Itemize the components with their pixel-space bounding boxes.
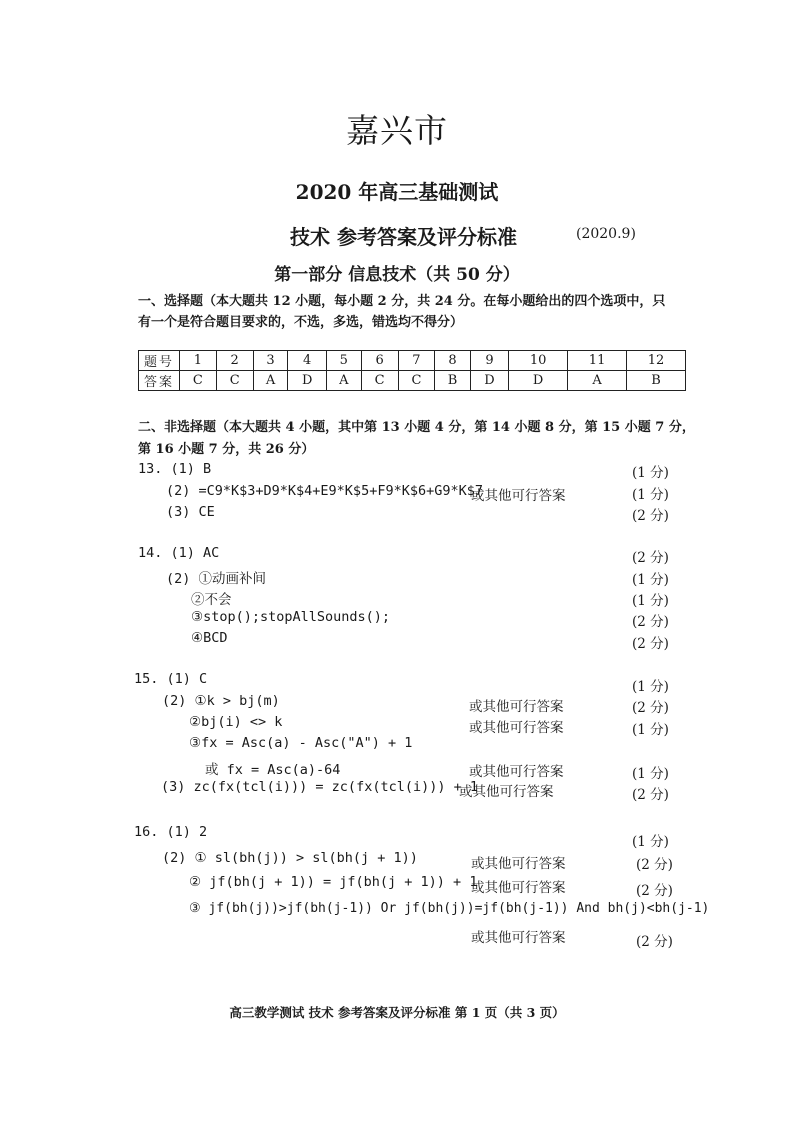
q15-part2: (2) ①k > bj(m) [162,693,280,709]
q16-score1: (1 分) [632,834,669,850]
q16-part3-alt: 或其他可行答案 [471,880,566,896]
q13-score1: (1 分) [632,465,669,481]
q14-part3: ②不会 [191,592,232,608]
q15-part3: ②bj(i) <> k [189,714,283,730]
q16-score2: (2 分) [636,857,673,873]
answer-cell: C [398,371,435,391]
part-heading: 第一部分 信息技术（共 50 分） [274,265,520,285]
q14-part2: (2) ①动画补间 [166,571,267,587]
exam-title: 2020 年高三基础测试 [295,180,499,204]
question-number-cell: 10 [509,351,568,371]
q13-part2-alt: 或其他可行答案 [471,488,566,504]
q15-score4: (1 分) [632,766,669,782]
answer-cell: C [361,371,398,391]
section2-instructions-line2: 第 16 小题 7 分，共 26 分） [138,442,315,457]
answer-key-title: 技术 参考答案及评分标准 [290,225,517,249]
q16-part3: ② jf(bh(j + 1)) = jf(bh(j + 1)) + 1 [189,874,478,890]
q15-score2: (2 分) [632,700,669,716]
q14-score4: (2 分) [632,614,669,630]
question-number-cell: 5 [326,351,361,371]
q15-score5: (2 分) [632,787,669,803]
q15-part3-alt: 或其他可行答案 [469,720,564,736]
q14-score3: (1 分) [632,593,669,609]
question-number-cell: 1 [180,351,217,371]
q16-part2-alt: 或其他可行答案 [471,856,566,872]
question-number-cell: 8 [435,351,470,371]
answer-cell: A [326,371,361,391]
q14-score1: (2 分) [632,550,669,566]
section1-instructions-line2: 有一个是符合题目要求的，不选，多选，错选均不得分） [138,315,464,330]
q16-part2: (2) ① sl(bh(j)) > sl(bh(j + 1)) [162,850,418,866]
question-number-cell: 11 [568,351,627,371]
answer-cell: C [180,371,217,391]
q14-part5: ④BCD [191,630,228,646]
question-number-cell: 7 [398,351,435,371]
q15-part5: (3) zc(fx(tcl(i))) = zc(fx(tcl(i))) + 1 [161,779,478,795]
q15-part2-alt: 或其他可行答案 [469,699,564,715]
answer-cell: A [568,371,627,391]
q15-part4-alternative: 或 fx = Asc(a)-64 [205,762,341,778]
q15-part4-alt: 或其他可行答案 [469,764,564,780]
q15-part1: 15. (1) C [134,671,208,687]
answer-cell: B [627,371,686,391]
q14-part4: ③stop();stopAllSounds(); [191,609,391,625]
table-row-question-numbers [139,351,686,371]
q16-score3: (2 分) [636,883,673,899]
q13-part3: (3) CE [166,504,215,520]
row-label-answer: 答案 [139,371,180,391]
q14-score5: (2 分) [632,636,669,652]
q13-score2: (1 分) [632,487,669,503]
q16-part1: 16. (1) 2 [134,824,208,840]
q15-score3: (1 分) [632,722,669,738]
answer-cell: D [509,371,568,391]
question-number-cell: 2 [216,351,253,371]
q13-part2: (2) =C9*K$3+D9*K$4+E9*K$5+F9*K$6+G9*K$7 [166,483,483,499]
document-city-title: 嘉兴市 [346,111,448,150]
answer-cell: A [253,371,288,391]
page-footer: 高三教学测试 技术 参考答案及评分标准 第 1 页（共 3 页） [229,1005,565,1020]
question-number-cell: 6 [361,351,398,371]
q16-score4: (2 分) [636,934,673,950]
q16-part4-alt: 或其他可行答案 [471,930,566,946]
answer-cell: C [216,371,253,391]
question-number-cell: 12 [627,351,686,371]
q15-score1: (1 分) [632,679,669,695]
q13-score3: (2 分) [632,508,669,524]
q14-score2: (1 分) [632,572,669,588]
row-label-number: 题号 [139,351,180,371]
section1-instructions-line1: 一、选择题（本大题共 12 小题，每小题 2 分，共 24 分。在每小题给出的四个选项中，只 [138,294,666,309]
answer-cell: D [470,371,508,391]
q15-part4: ③fx = Asc(a) - Asc("A") + 1 [189,735,413,751]
answer-cell: D [288,371,326,391]
table-row-answers [139,371,686,391]
question-number-cell: 3 [253,351,288,371]
answer-cell: B [435,371,470,391]
exam-date: (2020.9) [576,226,636,242]
q14-part1: 14. (1) AC [138,545,220,561]
question-number-cell: 4 [288,351,326,371]
question-number-cell: 9 [470,351,508,371]
section2-instructions-line1: 二、非选择题（本大题共 4 小题，其中第 13 小题 4 分，第 14 小题 8 分，第 15 小题 7 分， [138,420,695,435]
q13-part1: 13. (1) B [138,461,212,477]
multiple-choice-answer-table [138,350,686,391]
q16-part4: ③ jf(bh(j))>jf(bh(j-1)) Or jf(bh(j))=jf(bh(j-1)) And bh(j)<bh(j-1) [189,901,710,916]
q15-part5-alt: 或其他可行答案 [459,784,554,800]
